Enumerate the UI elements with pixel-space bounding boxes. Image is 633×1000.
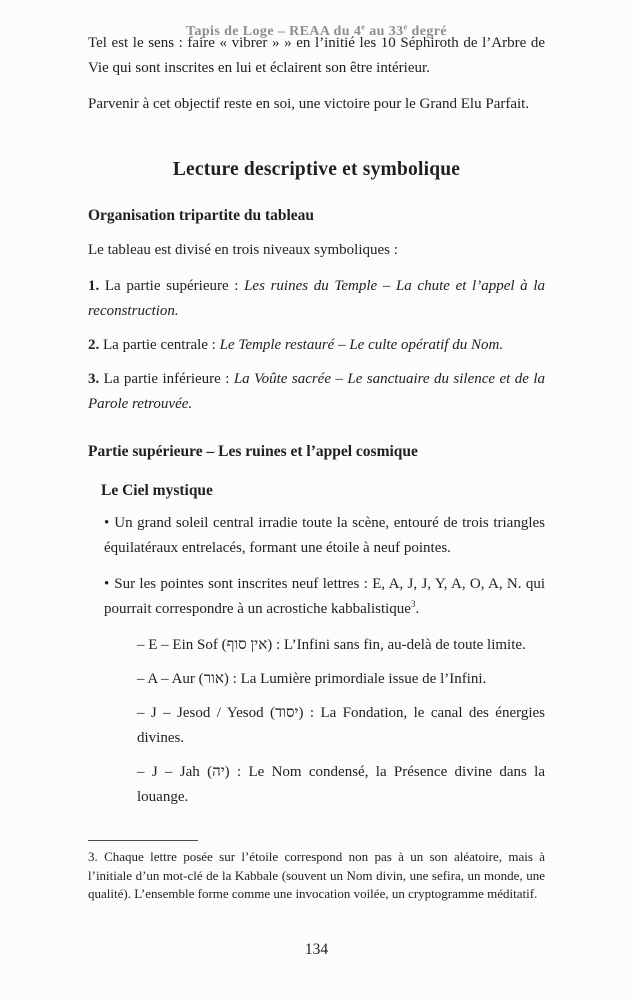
text-run: – A – Aur (אור) : La Lumière primordiale issue de l’Infini.: [137, 671, 487, 687]
page-number: 134: [304, 941, 329, 958]
section-title: [88, 159, 545, 181]
text-run: au 33: [365, 24, 404, 39]
text-run: Le tableau est divisé en trois niveaux symboliques :: [88, 242, 398, 258]
footnote: [88, 840, 545, 904]
text-run: .: [415, 601, 420, 617]
text-run: Tapis de Loge – REAA du 4: [186, 24, 362, 39]
text-run: La Voûte sacrée – Le sanctuaire du silence et de la Parole retrouvée.: [88, 371, 545, 412]
paragraph: [88, 92, 545, 117]
paragraph: [88, 31, 545, 81]
bullet-marker-icon: •: [104, 515, 110, 531]
paragraph: [88, 238, 545, 263]
bullet-item: [104, 511, 545, 561]
text-run: 3.: [88, 371, 100, 387]
definition-item: [137, 633, 545, 658]
subsection-heading: [88, 207, 545, 225]
text-run: Les ruines du Temple – La chute et l’appel à la reconstruction.: [88, 278, 545, 319]
bullet-item: [104, 572, 545, 622]
text-run: La partie centrale :: [99, 337, 220, 353]
text-run: 3: [410, 599, 416, 609]
text-run: Le Temple restauré – Le culte opératif du Nom.: [219, 337, 504, 353]
text-run: 1.: [88, 278, 100, 294]
numbered-item: [88, 274, 545, 324]
text-run: 2.: [88, 337, 100, 353]
text-run: Parvenir à cet objectif reste en soi, une victoire pour le Grand Elu Parfait.: [88, 96, 530, 112]
subsection-heading: [88, 443, 545, 461]
definition-item: [137, 667, 545, 692]
page-content: [88, 0, 545, 819]
text-run: Lecture descriptive et symbolique: [172, 159, 461, 180]
sub-subsection-heading: [101, 482, 545, 500]
text-run: Partie supérieure – Les ruines et l’appel cosmique: [88, 443, 418, 460]
text-run: Le Ciel mystique: [101, 482, 213, 499]
text-run: Tel est le sens : faire « vibrer » » en l’initié les 10 Séphiroth de l’Arbre de Vie qui sont inscrites en lui et éclairent son être intérieur.: [88, 35, 545, 76]
text-run: 3. Chaque lettre posée sur l’étoile correspond non pas à un son aléatoire, mais à l’initiale d’un mot-clé de la Kabbale (souvent un Nom divin, une sefira, un monde, une qualité). L’ensemble forme comme une invocation voilée, un cryptogramme méditatif.: [88, 849, 545, 901]
text-run: Sur les pointes sont inscrites neuf lettres : E, A, J, J, Y, A, O, A, N. qui pourrait correspondre à un acrostiche kabbalistique: [104, 576, 545, 617]
text-run: degré: [407, 24, 447, 39]
numbered-item: [88, 367, 545, 417]
definition-item: [137, 701, 545, 751]
text-run: La partie inférieure :: [99, 371, 234, 387]
text-run: e: [403, 22, 408, 32]
footnote-text: [88, 848, 545, 904]
text-run: e: [361, 22, 366, 32]
bullet-marker-icon: •: [104, 576, 110, 592]
definition-item: [137, 760, 545, 810]
numbered-item: [88, 333, 545, 358]
text-run: Un grand soleil central irradie toute la scène, entouré de trois triangles équilatéraux entrelacés, formant une étoile à neuf pointes.: [104, 515, 545, 556]
footnote-rule: [88, 840, 198, 841]
text-run: Organisation tripartite du tableau: [88, 207, 315, 224]
text-run: – J – Jah (יה) : Le Nom condensé, la Présence divine dans la louange.: [137, 764, 545, 805]
text-run: – E – Ein Sof (אין סוף) : L’Infini sans fin, au-delà de toute limite.: [137, 637, 526, 653]
text-run: La partie supérieure :: [99, 278, 245, 294]
text-run: – J – Jesod / Yesod (יסוד) : La Fondation, le canal des énergies divines.: [137, 705, 545, 746]
